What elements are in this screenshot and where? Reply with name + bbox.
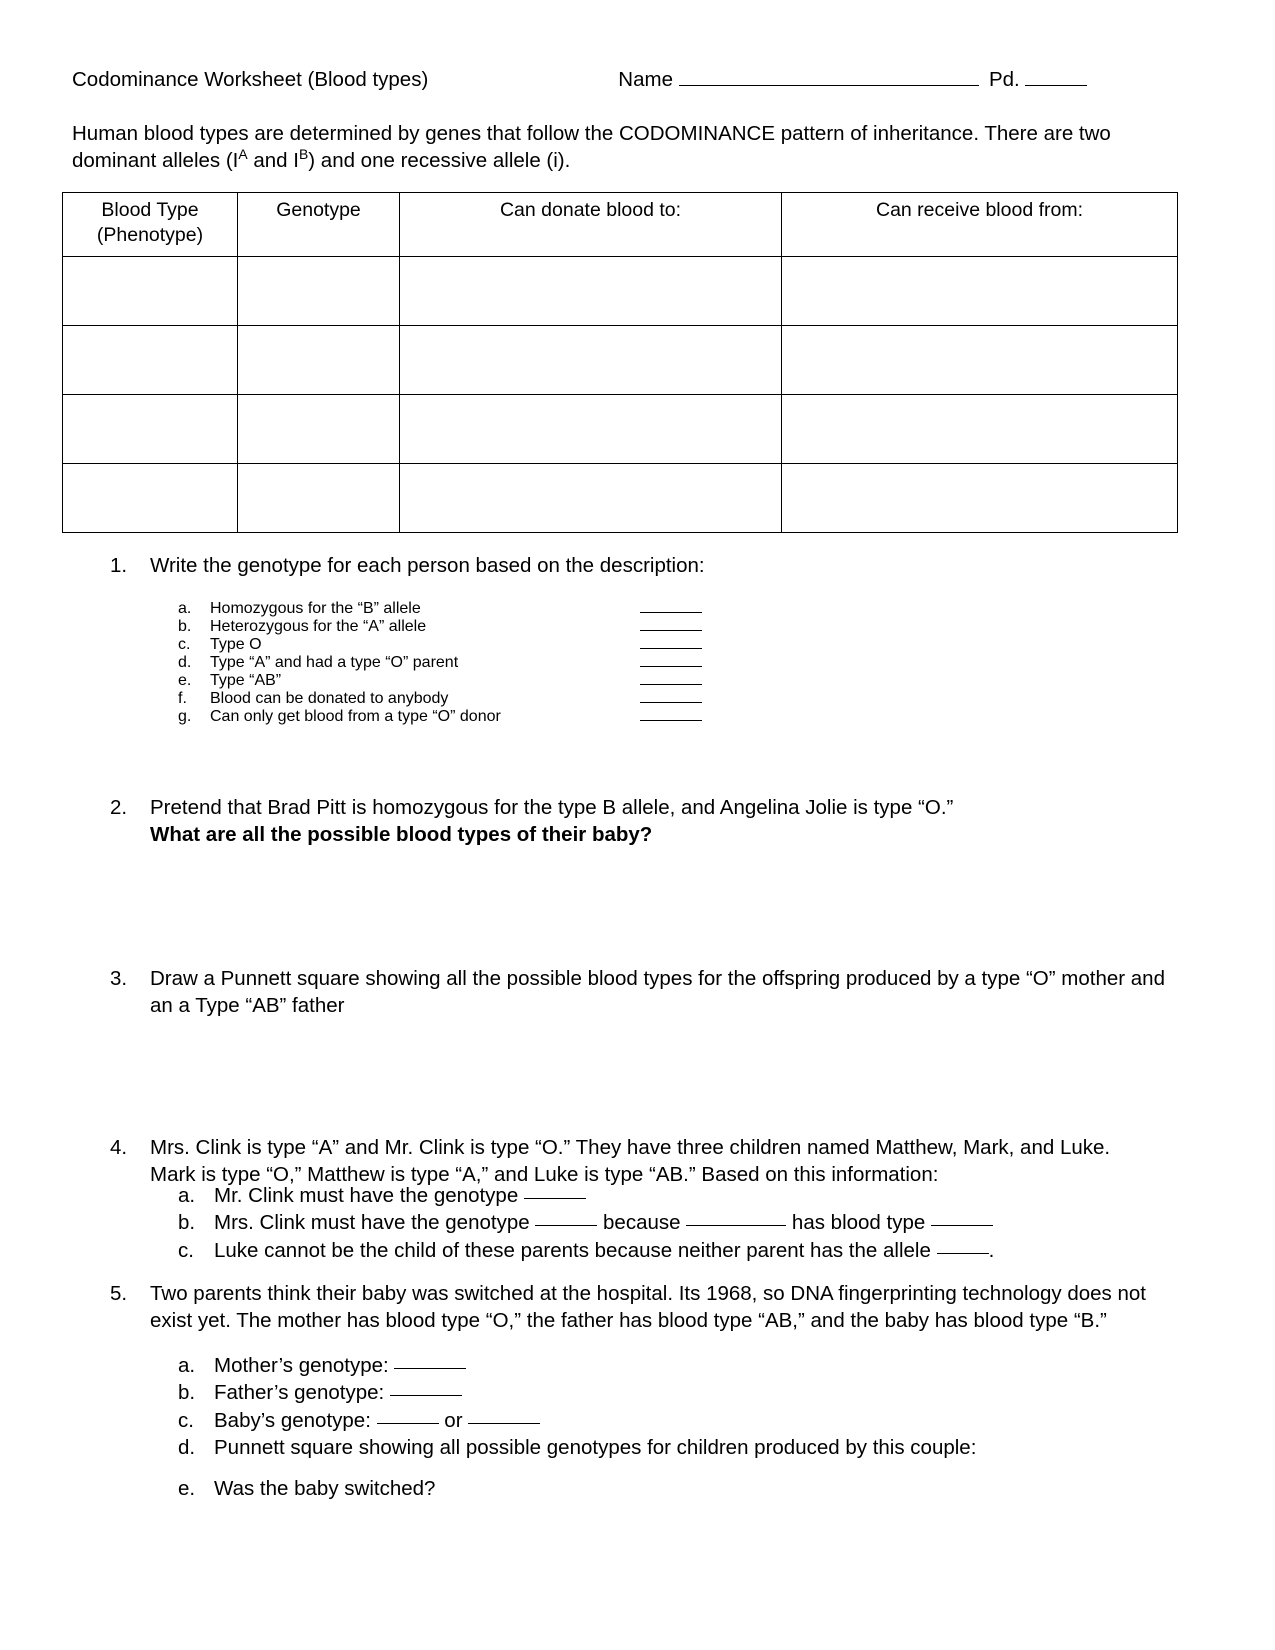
question-1-sub-e <box>178 672 1138 690</box>
sub-text-b-part-1: Mrs. Clink must have the genotype <box>214 1211 536 1235</box>
sub-text-c-part-2: . <box>988 1238 995 1262</box>
sub-text-c-part-1: Baby’s genotype: <box>214 1408 377 1432</box>
period-label: Pd. <box>988 68 1020 91</box>
answer-blank-4b-3[interactable] <box>931 1225 993 1226</box>
intro-paragraph <box>72 120 1147 174</box>
question-4-sublist <box>178 1182 1138 1264</box>
question-1-sublist <box>178 600 1138 726</box>
name-label: Name <box>618 68 673 91</box>
sub-letter-g: g. <box>178 708 192 725</box>
question-4-sub-a <box>178 1182 1138 1209</box>
sub-letter-b: b. <box>178 1381 196 1405</box>
question-4-number: 4. <box>110 1136 128 1159</box>
question-5-line-1: Two parents think their baby was switched at the hospital. Its 1968, so DNA fingerprinting technology <box>150 1282 1062 1305</box>
sub-text-b <box>214 1379 1138 1406</box>
intro-line-2-part-1: two dominant alleles (I <box>72 122 1111 173</box>
sub-text-a <box>214 1182 1138 1209</box>
sub-text-f: Blood can be donated to anybody <box>210 690 449 707</box>
column-header-blood-type-line1: Blood Type <box>101 199 199 221</box>
cell-blood-type[interactable] <box>63 394 238 463</box>
answer-blank-1a[interactable] <box>640 612 702 613</box>
sub-letter-c: c. <box>178 636 191 653</box>
cell-genotype[interactable] <box>238 256 400 325</box>
sub-text-b-part-2: because <box>597 1211 687 1235</box>
sub-letter-b: b. <box>178 1211 196 1235</box>
table-header-row <box>63 193 1178 257</box>
cell-blood-type[interactable] <box>63 463 238 532</box>
question-5 <box>110 1280 1155 1335</box>
sub-text-a <box>214 1352 1138 1379</box>
cell-can-receive[interactable] <box>782 394 1178 463</box>
sub-text-b <box>214 1209 1138 1236</box>
sub-text-g: Can only get blood from a type “O” donor <box>210 708 501 725</box>
question-1-sub-f <box>178 690 1138 708</box>
sub-text-b-label: Father’s genotype: <box>214 1381 390 1405</box>
question-2-body <box>150 794 1150 849</box>
question-5-number: 5. <box>110 1282 128 1305</box>
cell-blood-type[interactable] <box>63 256 238 325</box>
answer-blank-5c-1[interactable] <box>377 1423 439 1424</box>
cell-can-receive[interactable] <box>782 463 1178 532</box>
answer-blank-1g[interactable] <box>640 720 702 721</box>
sub-text-c: Type O <box>210 636 262 653</box>
column-header-can-donate <box>400 193 782 257</box>
cell-can-donate[interactable] <box>400 394 782 463</box>
answer-blank-1c[interactable] <box>640 648 702 649</box>
column-header-genotype-line1: Genotype <box>276 199 361 221</box>
table-row <box>63 256 1178 325</box>
question-3-line-1: Draw a Punnett square showing all the possible blood types for the offspring produced by a type “O” <box>150 967 1056 990</box>
cell-can-donate[interactable] <box>400 463 782 532</box>
question-5-sub-c <box>178 1407 1138 1434</box>
question-4-body <box>150 1134 1155 1189</box>
sub-text-d: Type “A” and had a type “O” parent <box>210 654 459 671</box>
cell-can-receive[interactable] <box>782 325 1178 394</box>
sub-text-c-part-1: Luke cannot be the child of these parents because neither parent has the allele <box>214 1238 937 1262</box>
sub-text-a: Homozygous for the “B” allele <box>210 600 421 617</box>
sub-letter-c: c. <box>178 1408 194 1432</box>
question-4-line-1: Mrs. Clink is type “A” and Mr. Clink is type “O.” They have three children named Matthew, Mark, and <box>150 1136 1055 1159</box>
question-1 <box>110 552 1150 579</box>
answer-blank-4b-1[interactable] <box>535 1225 597 1226</box>
question-4-line-2: Luke. Mark is type “O,” Matthew is type “A,” and Luke is type “AB.” Based on this information: <box>150 1136 1111 1187</box>
sub-text-b: Heterozygous for the “A” allele <box>210 618 427 635</box>
answer-blank-4b-2[interactable] <box>686 1225 786 1226</box>
intro-line-2-part-3: ) and one recessive allele (i). <box>308 149 571 173</box>
sub-text-a-label: Mr. Clink must have the genotype <box>214 1184 524 1207</box>
intro-line-2-part-2: and I <box>247 149 299 173</box>
sub-letter-d: d. <box>178 654 192 671</box>
question-1-text: Write the genotype for each person based on the description: <box>150 554 705 577</box>
sub-text-c-part-2: or <box>438 1408 469 1432</box>
question-4-sub-c <box>178 1237 1138 1264</box>
cell-can-receive[interactable] <box>782 256 1178 325</box>
column-header-genotype <box>238 193 400 257</box>
question-3-line-2: mother and an a Type “AB” father <box>150 967 1165 1018</box>
question-2-line-2-bold: What are all the possible blood types of their baby? <box>150 823 653 847</box>
sub-letter-c: c. <box>178 1238 194 1262</box>
answer-blank-1f[interactable] <box>640 702 702 703</box>
question-1-sub-d <box>178 654 1138 672</box>
answer-blank-4c[interactable] <box>937 1253 989 1254</box>
name-blank-line[interactable] <box>679 85 979 86</box>
question-2-number: 2. <box>110 796 128 819</box>
cell-can-donate[interactable] <box>400 325 782 394</box>
column-header-blood-type-line2: (Phenotype) <box>96 223 204 246</box>
column-header-can-donate-line1: Can donate blood to: <box>499 199 682 221</box>
question-5-sub-a <box>178 1352 1138 1379</box>
sub-letter-a: a. <box>178 1184 196 1207</box>
question-5-body <box>150 1280 1155 1335</box>
column-header-blood-type <box>63 193 238 257</box>
sub-letter-a: a. <box>178 1354 196 1377</box>
worksheet-title: Codominance Worksheet (Blood types) <box>72 68 429 91</box>
period-blank-line[interactable] <box>1025 85 1087 86</box>
sub-text-d: Punnett square showing all possible genotypes for children produced by this couple: <box>214 1435 977 1459</box>
question-5-sub-e <box>178 1475 1138 1502</box>
allele-b-superscript: B <box>298 146 309 163</box>
question-4-sub-b <box>178 1209 1138 1236</box>
question-1-number: 1. <box>110 554 128 577</box>
sub-text-b-part-3: has blood type <box>786 1211 931 1235</box>
question-3 <box>110 965 1170 1020</box>
question-2 <box>110 794 1150 849</box>
table-row <box>63 463 1178 532</box>
question-5-sub-b <box>178 1379 1138 1406</box>
question-3-number: 3. <box>110 967 128 990</box>
question-2-line-1: Pretend that Brad Pitt is homozygous for the type B allele, and Angelina Jolie is type “O.” <box>150 796 954 819</box>
answer-blank-1b[interactable] <box>640 630 702 631</box>
sub-text-a-label: Mother’s genotype: <box>214 1354 395 1377</box>
sub-letter-a: a. <box>178 600 192 617</box>
sub-text-c <box>214 1407 1138 1434</box>
sub-letter-f: f. <box>178 690 187 707</box>
cell-genotype[interactable] <box>238 463 400 532</box>
question-4 <box>110 1134 1155 1189</box>
answer-blank-5b[interactable] <box>390 1395 462 1396</box>
answer-blank-5a[interactable] <box>394 1368 466 1369</box>
question-1-sub-c <box>178 636 1138 654</box>
answer-blank-4a[interactable] <box>524 1198 586 1199</box>
answer-blank-1e[interactable] <box>640 684 702 685</box>
cell-genotype[interactable] <box>238 394 400 463</box>
answer-blank-5c-2[interactable] <box>468 1423 540 1424</box>
page-header <box>72 68 1132 92</box>
sub-letter-e: e. <box>178 1477 196 1500</box>
sub-text-e: Type “AB” <box>210 672 282 689</box>
table-row <box>63 325 1178 394</box>
column-header-can-receive <box>782 193 1178 257</box>
intro-line-1: Human blood types are determined by genes that follow the CODOMINANCE pattern of inheritance. There are <box>72 122 1074 145</box>
question-1-sub-g <box>178 708 1138 726</box>
cell-blood-type[interactable] <box>63 325 238 394</box>
allele-a-superscript: A <box>238 146 248 163</box>
question-3-body <box>150 965 1170 1020</box>
sub-text-c <box>214 1237 1138 1264</box>
sub-text-e: Was the baby switched? <box>214 1477 436 1500</box>
question-5-sublist <box>178 1352 1138 1461</box>
sub-letter-b: b. <box>178 618 192 635</box>
cell-genotype[interactable] <box>238 325 400 394</box>
question-5-line-2: does not exist yet. The mother has blood type “O,” the father has blood type “AB,” and the baby has <box>150 1282 1146 1333</box>
table-body <box>63 256 1178 532</box>
blood-type-table <box>62 192 1178 533</box>
table-row <box>63 394 1178 463</box>
sub-letter-d: d. <box>178 1435 196 1459</box>
sub-letter-e: e. <box>178 672 192 689</box>
question-5-line-3: blood type “B.” <box>973 1309 1107 1333</box>
column-header-can-receive-line1: Can receive blood from: <box>875 199 1084 221</box>
question-5-sub-d <box>178 1434 1138 1461</box>
question-1-sub-b <box>178 618 1138 636</box>
question-1-sub-a <box>178 600 1138 618</box>
answer-blank-1d[interactable] <box>640 666 702 667</box>
name-and-period-block <box>618 68 1086 92</box>
question-5-sub-e-wrapper <box>178 1475 1138 1502</box>
cell-can-donate[interactable] <box>400 256 782 325</box>
